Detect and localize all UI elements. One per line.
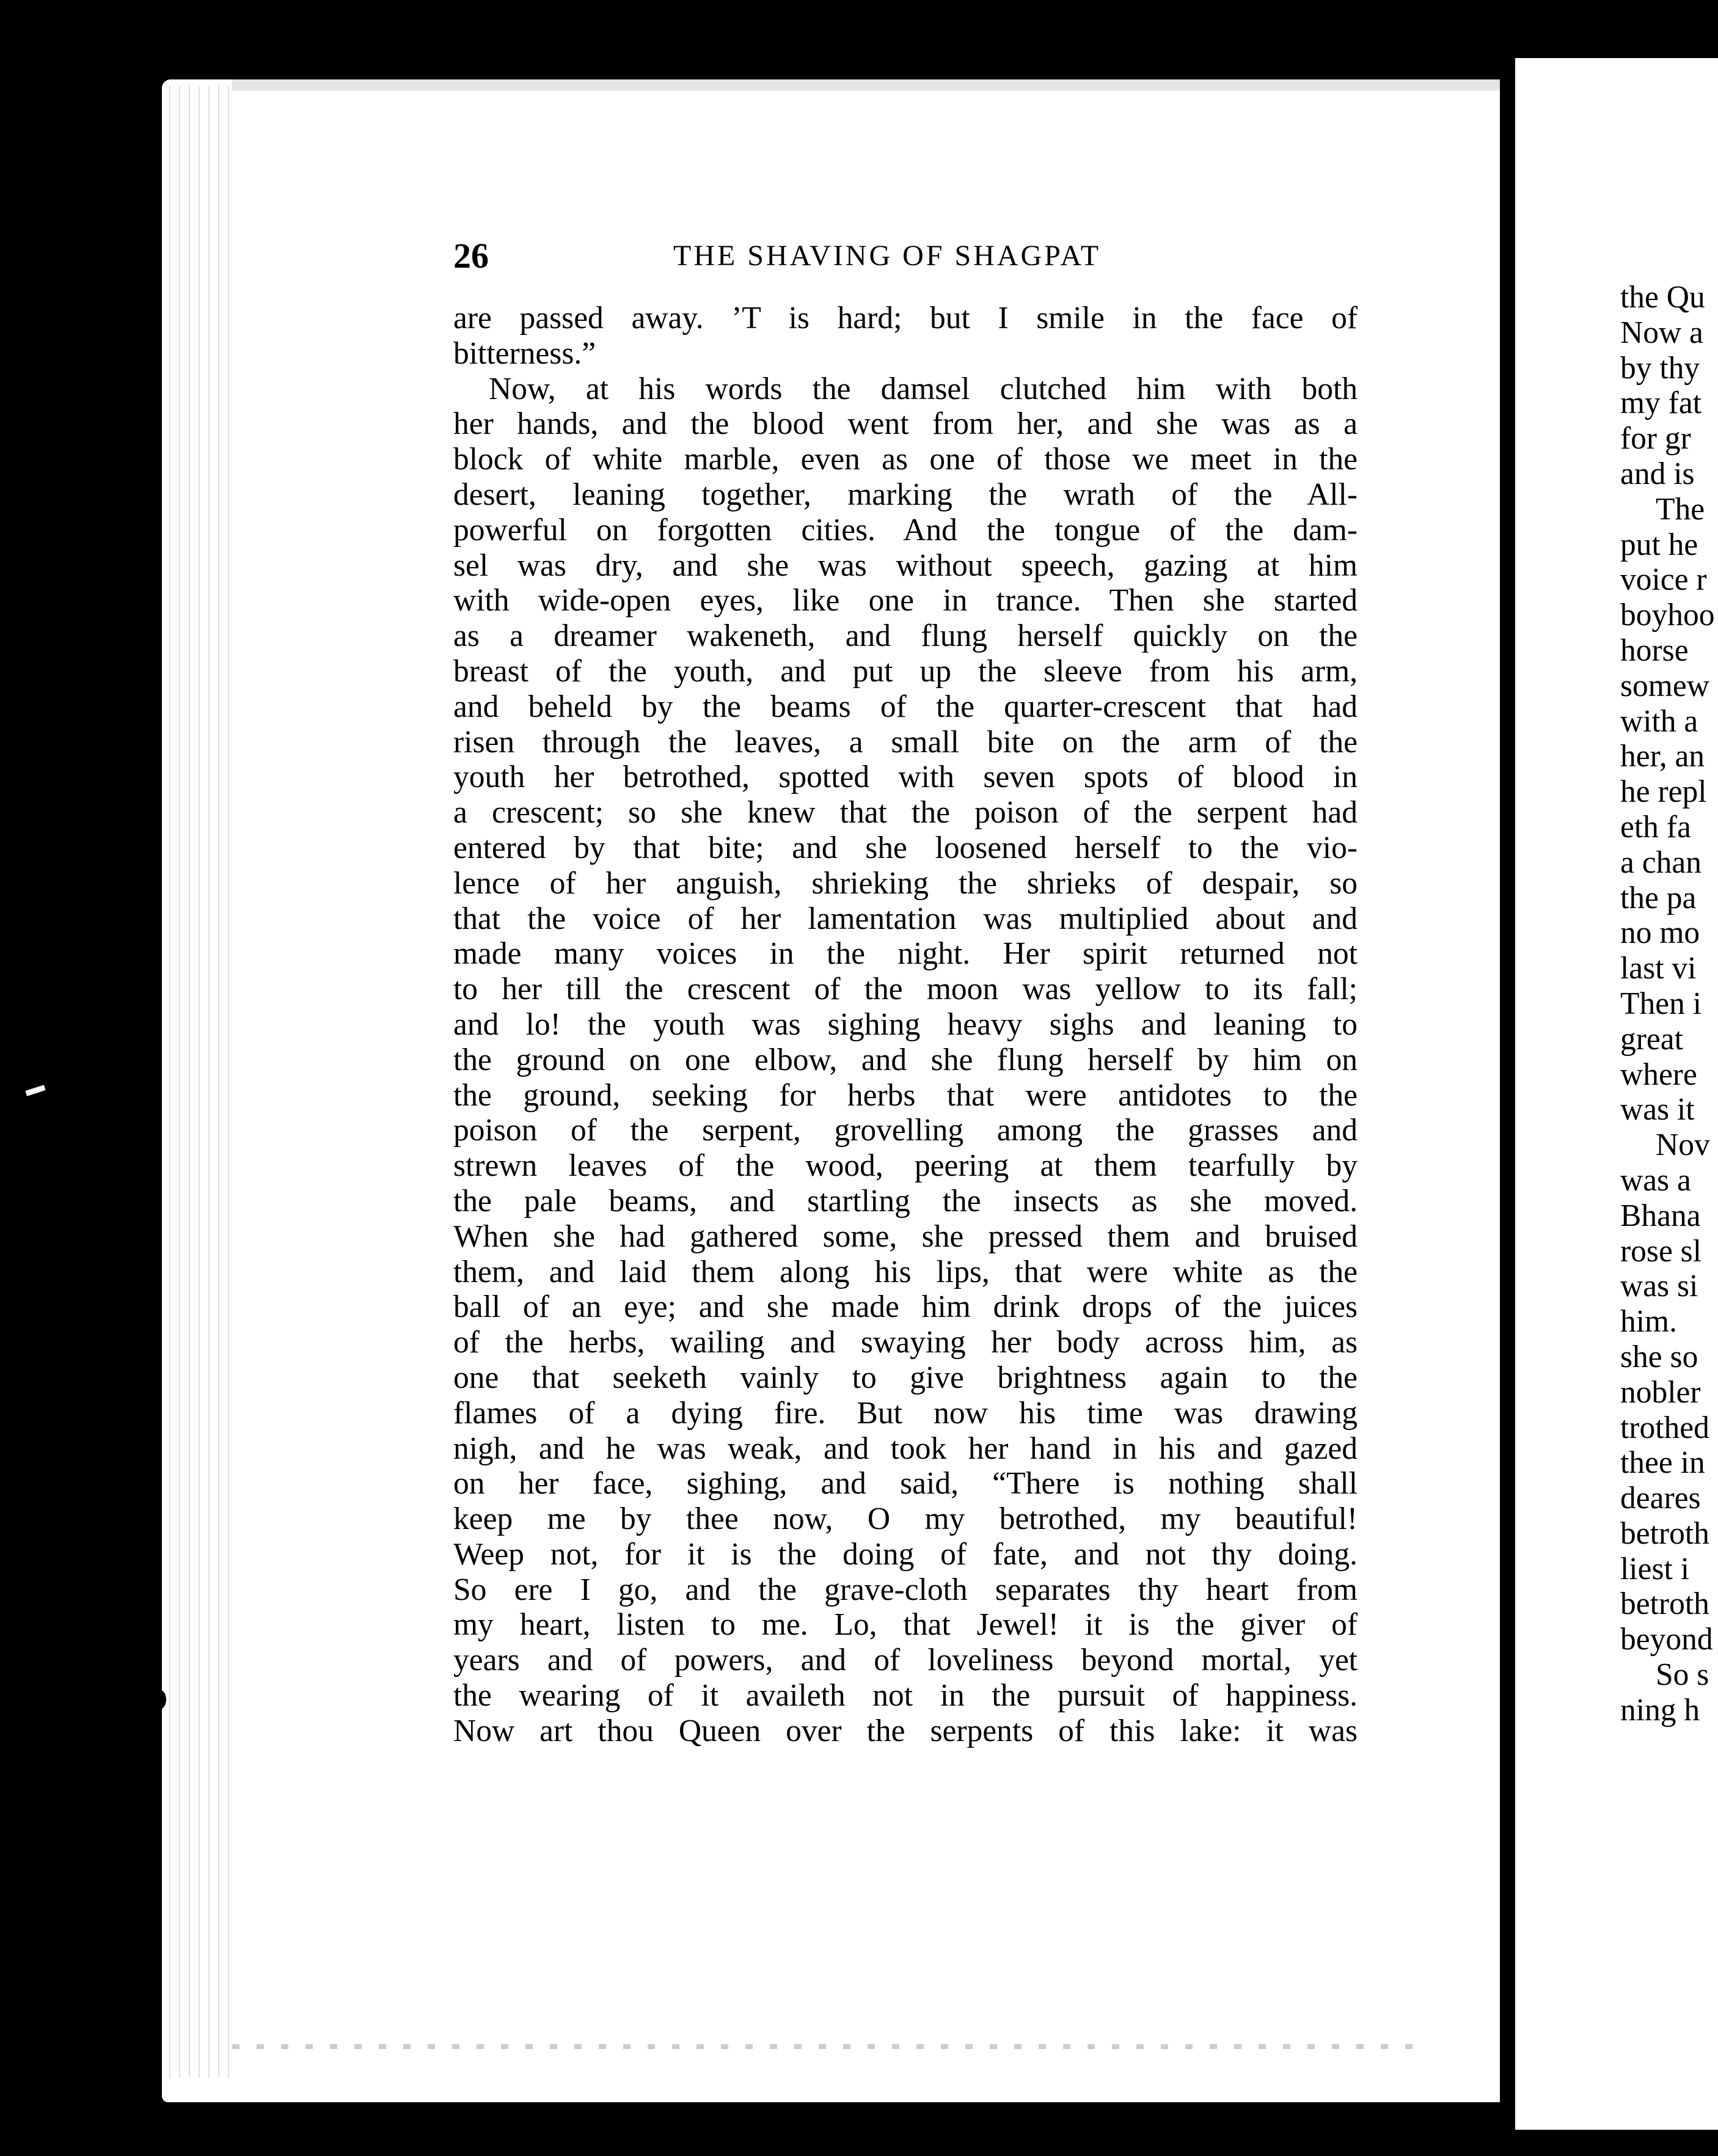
text-line: the ground, seeking for herbs that were antidotes to the (453, 1077, 1358, 1113)
right-text-line: for gr (1620, 421, 1691, 457)
right-text-line: ning h (1620, 1692, 1700, 1728)
text-line: a crescent; so she knew that the poison of the serpent had (453, 795, 1358, 831)
text-line: desert, leaning together, marking the wrath of the All- (453, 477, 1358, 512)
text-line: entered by that bite; and she loosened herself to the vio- (453, 830, 1358, 865)
text-line: sel was dry, and she was without speech, gazing at him (453, 548, 1358, 583)
right-text-line: nobler (1620, 1374, 1701, 1410)
right-text-line: the pa (1620, 880, 1697, 915)
text-line: youth her betrothed, spotted with seven spots of blood in (453, 760, 1358, 795)
body-text (453, 301, 1358, 1749)
right-text-line: betroth (1620, 1516, 1709, 1551)
text-line: as a dreamer wakeneth, and flung herself quickly on the (453, 618, 1358, 654)
text-line: block of white marble, even as one of those we meet in the (453, 442, 1358, 477)
text-line: Now, at his words the damsel clutched him with both (489, 371, 1358, 406)
text-line: powerful on forgotten cities. And the tongue of the dam- (453, 512, 1358, 548)
text-line: risen through the leaves, a small bite on the arm of the (453, 724, 1358, 760)
text-line: So ere I go, and the grave-cloth separates thy heart from (453, 1572, 1358, 1607)
text-line: the pale beams, and startling the insects as she moved. (453, 1183, 1358, 1219)
right-page-text (1620, 280, 1718, 1728)
right-text-line: Now a (1620, 315, 1703, 350)
text-line: When she had gathered some, she pressed them and bruised (453, 1219, 1358, 1254)
text-line: strewn leaves of the wood, peering at them tearfully by (453, 1148, 1358, 1184)
text-line: are passed away. ’T is hard; but I smile in the face of (453, 301, 1358, 336)
bottom-scratch (232, 2044, 1424, 2049)
right-text-line: no mo (1620, 915, 1700, 951)
text-line: poison of the serpent, grovelling among the grasses and (453, 1113, 1358, 1148)
text-line: made many voices in the night. Her spirit returned not (453, 936, 1358, 972)
right-text-line: the Qu (1620, 280, 1705, 315)
right-text-line: boyhoo (1620, 598, 1715, 633)
text-line: lence of her anguish, shrieking the shrieks of despair, so (453, 865, 1358, 901)
text-line: the ground on one elbow, and she flung herself by him on (453, 1042, 1358, 1077)
page-header (453, 235, 1358, 278)
text-line: years and of powers, and of loveliness beyond mortal, yet (453, 1643, 1358, 1678)
text-line: breast of the youth, and put up the sleeve from his arm, (453, 653, 1358, 689)
right-text-line: she so (1620, 1339, 1698, 1374)
right-text-line: with a (1620, 703, 1698, 739)
right-text-line: Then i (1620, 986, 1702, 1021)
right-text-line: put he (1620, 527, 1698, 562)
text-line: one that seeketh vainly to give brightness again to the (453, 1360, 1358, 1395)
right-text-line: Nov (1656, 1128, 1710, 1163)
text-line: on her face, sighing, and said, “There is nothing shall (453, 1466, 1358, 1502)
text-line: and beheld by the beams of the quarter-crescent that had (453, 689, 1358, 724)
right-text-line: my fat (1620, 386, 1702, 421)
text-line: flames of a dying fire. But now his time was drawing (453, 1395, 1358, 1431)
right-text-line: thee in (1620, 1445, 1705, 1481)
binding-hole (153, 1690, 166, 1709)
right-text-line: beyond (1620, 1622, 1713, 1657)
right-text-line: and is (1620, 456, 1695, 491)
text-line: of the herbs, wailing and swaying her body across him, as (453, 1325, 1358, 1360)
text-line: them, and laid them along his lips, that were white as the (453, 1254, 1358, 1289)
text-line: my heart, listen to me. Lo, that Jewel! it is the giver of (453, 1607, 1358, 1643)
right-text-line: The (1656, 491, 1705, 527)
text-line: Now art thou Queen over the serpents of this lake: it was (453, 1713, 1358, 1748)
right-text-line: was si (1620, 1269, 1698, 1304)
right-text-line: horse (1620, 632, 1689, 668)
text-line: the wearing of it availeth not in the pursuit of happiness. (453, 1678, 1358, 1714)
right-text-line: was it (1620, 1092, 1695, 1128)
right-text-line: rose sl (1620, 1233, 1702, 1269)
text-line: Weep not, for it is the doing of fate, and not thy doing. (453, 1536, 1358, 1572)
text-line: to her till the crescent of the moon was yellow to its fall; (453, 972, 1358, 1007)
text-line: bitterness.” (453, 336, 596, 371)
right-text-line: somew (1620, 668, 1709, 703)
text-line: with wide-open eyes, like one in trance. Then she started (453, 583, 1358, 618)
right-text-line: So s (1656, 1657, 1709, 1693)
right-text-line: where (1620, 1057, 1697, 1092)
right-text-line: Bhana (1620, 1198, 1701, 1233)
right-text-line: voice r (1620, 562, 1707, 598)
right-text-line: deares (1620, 1481, 1701, 1516)
right-text-line: him. (1620, 1304, 1677, 1340)
right-text-line: last vi (1620, 951, 1697, 986)
text-line: her hands, and the blood went from her, and she was as a (453, 406, 1358, 442)
text-line: and lo! the youth was sighing heavy sighs and leaning to (453, 1007, 1358, 1042)
right-text-line: her, an (1620, 739, 1705, 774)
right-text-line: he repl (1620, 774, 1707, 810)
text-line: keep me by thee now, O my betrothed, my beautiful! (453, 1502, 1358, 1537)
right-text-line: great (1620, 1021, 1683, 1057)
right-text-line: trothed (1620, 1410, 1709, 1445)
right-text-line: by thy (1620, 350, 1700, 386)
page-number: 26 (453, 236, 489, 276)
right-text-line: betroth (1620, 1586, 1709, 1622)
right-text-line: liest i (1620, 1551, 1690, 1586)
right-text-line: eth fa (1620, 809, 1691, 845)
page-shadow (232, 79, 1500, 90)
running-title: THE SHAVING OF SHAGPAT (673, 240, 1102, 272)
right-text-line: a chan (1620, 845, 1702, 880)
right-text-line: was a (1620, 1162, 1691, 1198)
page-edges (165, 86, 232, 2078)
text-line: nigh, and he was weak, and took her hand in his and gazed (453, 1431, 1358, 1466)
text-line: that the voice of her lamentation was multiplied about and (453, 901, 1358, 936)
text-line: ball of an eye; and she made him drink drops of the juices (453, 1289, 1358, 1325)
